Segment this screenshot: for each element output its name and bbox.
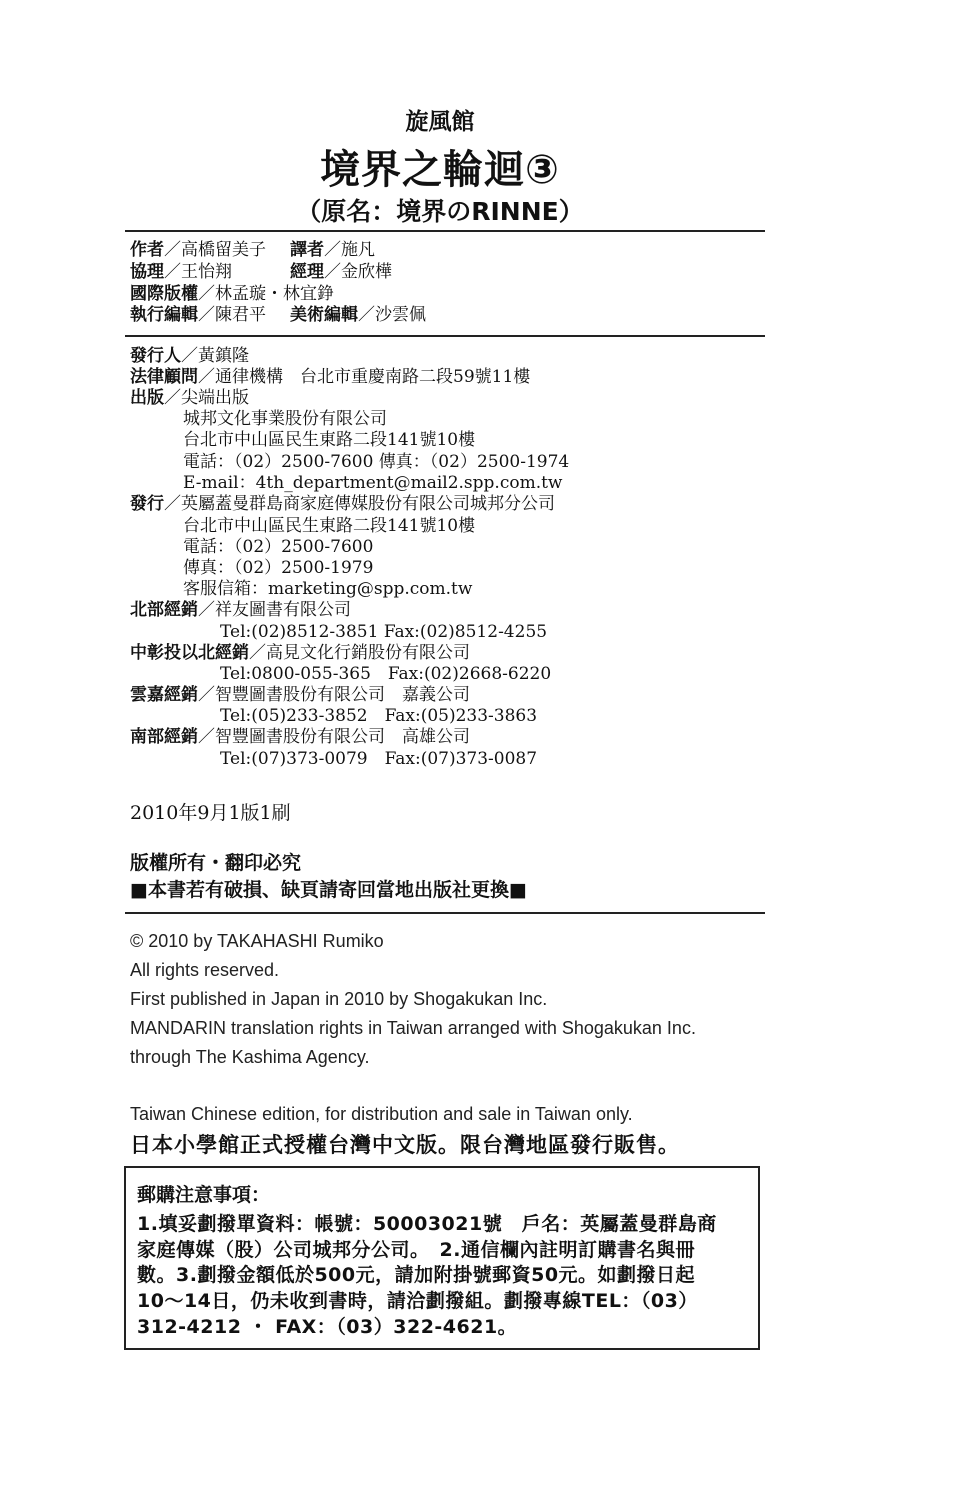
credit-label: 經理	[290, 262, 324, 282]
divider	[125, 335, 765, 337]
book-title: 境界之輪迴③	[320, 147, 560, 193]
distribute-detail: 傳真：（02）2500-1979	[183, 558, 374, 578]
credit-label: 美術編輯	[290, 305, 358, 325]
credit-label: 執行編輯	[130, 305, 198, 325]
distributor-label: 中彰投以北經銷	[130, 643, 249, 663]
distributor-tel: Tel:(07)373-0079 Fax:(07)373-0087	[220, 749, 538, 769]
publish-detail: E-mail：4th_department@mail2.spp.com.tw	[183, 473, 563, 493]
legal-value: ／通律機構 台北市重慶南路二段59號11樓	[198, 367, 531, 387]
edition-info: 2010年9月1版1刷	[130, 802, 291, 824]
distributor-value: ／高見文化行銷股份有限公司	[249, 643, 470, 663]
credit-label: 譯者	[290, 240, 324, 260]
publish-detail: 電話：（02）2500-7600 傳真：（02）2500-1974	[183, 452, 570, 472]
copyright-line: All rights reserved.	[130, 960, 280, 980]
order-notes-title: 郵購注意事項：	[137, 1184, 271, 1206]
copyright-line: First published in Japan in 2010 by Shogakukan Inc.	[130, 989, 548, 1009]
credit-row	[290, 305, 426, 326]
distribute-line	[130, 494, 555, 515]
distributor-line	[130, 685, 470, 706]
publish-line	[130, 388, 249, 409]
credit-value: ／王怡翔	[164, 262, 232, 282]
publish-detail: 城邦文化事業股份有限公司	[183, 409, 387, 429]
distributor-label: 雲嘉經銷	[130, 685, 198, 705]
order-notes-line: 1.填妥劃撥單資料：帳號：50003021號 戶名：英屬蓋曼群島商	[137, 1213, 717, 1235]
credit-row	[290, 262, 392, 283]
distributor-tel: Tel:(02)8512-3851 Fax:(02)8512-4255	[220, 622, 548, 642]
credit-value: ／施凡	[324, 240, 375, 260]
distributor-line	[130, 727, 470, 748]
credit-value: ／金欣樺	[324, 262, 392, 282]
credit-value: ／林孟璇・林宜錚	[198, 284, 334, 304]
distributor-tel: Tel:0800-055-365 Fax:(02)2668-6220	[220, 664, 552, 684]
distributor-tel: Tel:(05)233-3852 Fax:(05)233-3863	[220, 706, 538, 726]
credit-row	[130, 262, 232, 283]
credit-label: 作者	[130, 240, 164, 260]
authorization-notice: 日本小學館正式授權台灣中文版。限台灣地區發行販售。	[130, 1133, 680, 1157]
distribute-label: 發行	[130, 494, 164, 514]
credit-label: 國際版權	[130, 284, 198, 304]
copyright-line: MANDARIN translation rights in Taiwan arranged with Shogakukan Inc.	[130, 1018, 696, 1038]
issuer-line	[130, 346, 249, 367]
legal-label: 法律顧問	[130, 367, 198, 387]
credit-row	[130, 305, 266, 326]
rights-line: 版權所有・翻印必究	[130, 852, 302, 874]
distributor-value: ／智豐圖書股份有限公司 高雄公司	[198, 727, 470, 747]
distribute-value: ／英屬蓋曼群島商家庭傳媒股份有限公司城邦分公司	[164, 494, 555, 514]
legal-line	[130, 367, 530, 388]
copyright-line: through The Kashima Agency.	[130, 1047, 370, 1067]
issuer-label: 發行人	[130, 346, 181, 366]
credit-label: 協理	[130, 262, 164, 282]
divider	[125, 230, 765, 232]
distributor-value: ／祥友圖書有限公司	[198, 600, 351, 620]
distributor-line	[130, 600, 351, 621]
credit-row	[130, 240, 266, 261]
order-notes-line: 10～14日，仍未收到書時，請洽劃撥組。劃撥專線TEL：（03）	[137, 1290, 698, 1312]
original-title: （原名：境界のRINNE）	[296, 197, 584, 226]
distribute-detail: 電話：（02）2500-7600	[183, 537, 374, 557]
order-notes-line: 家庭傳媒（股）公司城邦分公司。 2.通信欄內註明訂購書名與冊	[137, 1239, 695, 1261]
distributor-line	[130, 643, 470, 664]
order-notes-line: 312-4212 ・ FAX：（03）322-4621。	[137, 1316, 518, 1338]
publish-value: ／尖端出版	[164, 388, 249, 408]
publish-label: 出版	[130, 388, 164, 408]
credit-value: ／陳君平	[198, 305, 266, 325]
order-notes-line: 數。3.劃撥金額低於500元，請加附掛號郵資50元。如劃撥日起	[137, 1264, 696, 1286]
credit-value: ／沙雲佩	[358, 305, 426, 325]
publisher-name: 旋風館	[405, 109, 475, 135]
rights-line: ■本書若有破損、缺頁請寄回當地出版社更換■	[130, 879, 527, 901]
copyright-line: © 2010 by TAKAHASHI Rumiko	[130, 931, 384, 951]
distributor-label: 北部經銷	[130, 600, 198, 620]
credit-value: ／高橋留美子	[164, 240, 266, 260]
credit-row	[290, 240, 375, 261]
issuer-value: ／黃鎮隆	[181, 346, 249, 366]
distributor-label: 南部經銷	[130, 727, 198, 747]
distributor-value: ／智豐圖書股份有限公司 嘉義公司	[198, 685, 470, 705]
credit-row	[130, 284, 334, 305]
taiwan-edition-line: Taiwan Chinese edition, for distribution and sale in Taiwan only.	[130, 1104, 633, 1124]
distribute-detail: 客服信箱：marketing@spp.com.tw	[183, 579, 473, 599]
publish-detail: 台北市中山區民生東路二段141號10樓	[183, 430, 476, 450]
divider	[125, 912, 765, 914]
distribute-detail: 台北市中山區民生東路二段141號10樓	[183, 516, 476, 536]
rights-notice	[130, 850, 527, 904]
